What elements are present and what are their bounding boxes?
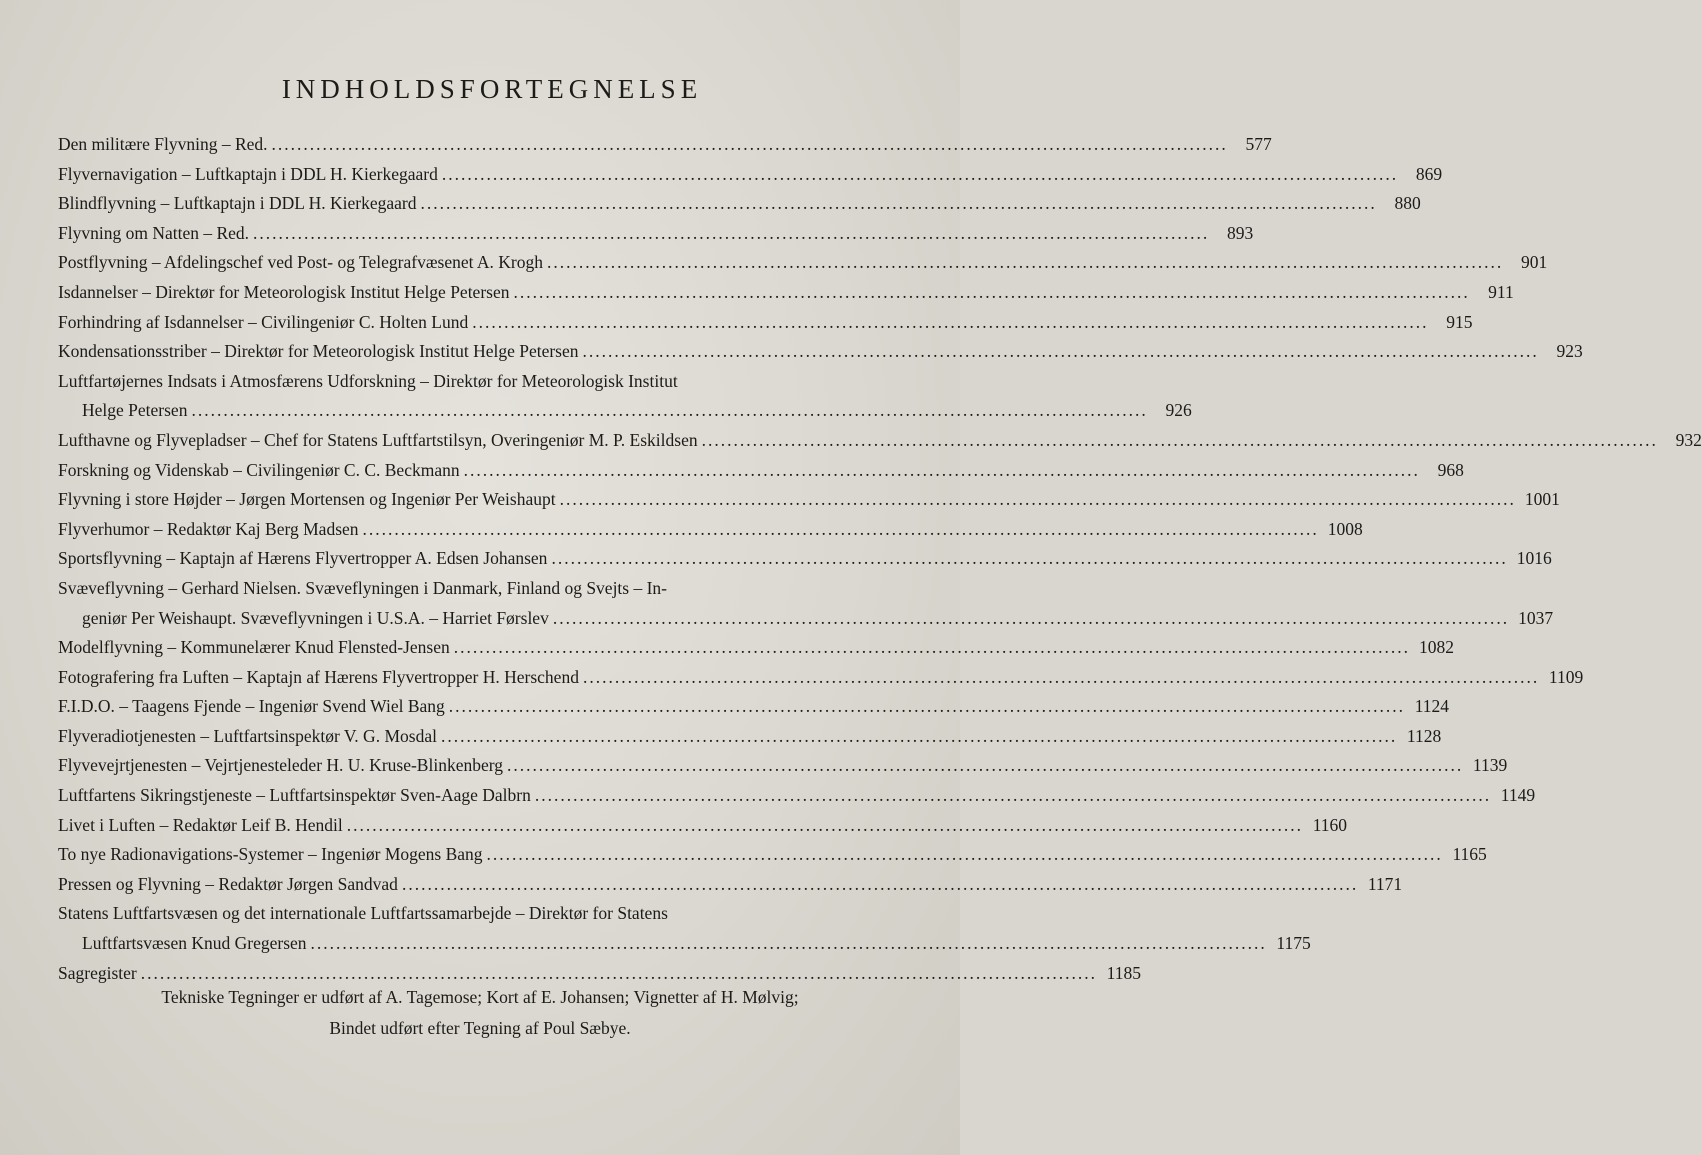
toc-entry-title-continued: geniør Per Weishaupt. Svæveflyvningen i U.S.A. – Harriet Førslev [82, 607, 549, 628]
dot-leader: ...................................................................................................................................................... [191, 400, 1148, 421]
dot-leader: ...................................................................................................................................................... [507, 755, 1464, 776]
credits-line-2: Bindet udført efter Tegning af Poul Sæbye. [329, 1018, 631, 1038]
toc-entry-title: Sagregister [58, 962, 137, 983]
toc-entry-title: Flyvevejrtjenesten – Vejrtjenesteleder H. U. Kruse-Blinkenberg [58, 755, 503, 776]
dot-leader: ...................................................................................................................................................... [440, 725, 1398, 746]
toc-entry [58, 189, 1421, 219]
toc-page-number: 1171 [1367, 873, 1403, 894]
toc-entry-title: Flyvning om Natten – Red. [58, 222, 250, 243]
toc-entry-title-continued: Luftfartsvæsen Knud Gregersen [82, 933, 307, 954]
toc-page-number: 1016 [1516, 548, 1552, 569]
toc-entry [58, 337, 1583, 367]
dot-leader: ...................................................................................................................................................... [546, 252, 1504, 273]
toc-entry-title: Luftfartens Sikringstjeneste – Luftfartsinspektør Sven-Aage Dalbrn [58, 785, 531, 806]
toc-page-number: 880 [1394, 193, 1421, 214]
toc-entry [58, 604, 1554, 634]
toc-entry [58, 692, 1450, 722]
toc-entry [58, 308, 1473, 338]
dot-leader: ...................................................................................................................................................... [463, 459, 1420, 480]
dot-leader: ...................................................................................................................................................... [271, 134, 1228, 154]
dot-leader: ...................................................................................................................................................... [453, 637, 1411, 658]
dot-leader: ...................................................................................................................................................... [346, 814, 1304, 835]
dot-leader: ...................................................................................................................................................... [582, 341, 1539, 362]
toc-page-number: 1185 [1106, 962, 1141, 983]
toc-entry-title: Pressen og Flyvning – Redaktør Jørgen Sandvad [58, 873, 398, 894]
dot-leader: ...................................................................................................................................................... [441, 163, 1399, 184]
toc-page-number: 911 [1488, 281, 1514, 302]
toc-page-number: 869 [1415, 163, 1443, 184]
toc-entry-title: Livet i Luften – Redaktør Leif B. Hendil [58, 814, 343, 835]
toc-entry-title: Modelflyvning – Kommunelærer Knud Flensted-Jensen [58, 637, 450, 658]
toc-page-number: 901 [1520, 252, 1548, 273]
dot-leader: ...................................................................................................................................................... [310, 933, 1267, 954]
toc-entry-line [58, 367, 920, 397]
toc-page-number: 1109 [1548, 666, 1584, 687]
toc-page-number: 1165 [1452, 844, 1487, 865]
toc-entry [58, 219, 1254, 249]
toc-entry [58, 781, 1536, 811]
table-of-contents [58, 130, 1702, 988]
toc-entry-title: Forskning og Videnskab – Civilingeniør C. C. Beckmann [58, 459, 460, 480]
toc-entry-title: Blindflyvning – Luftkaptajn i DDL H. Kierkegaard [58, 193, 417, 214]
toc-entry [58, 426, 1702, 456]
toc-page-number: 923 [1556, 341, 1583, 362]
toc-entry [58, 840, 1487, 870]
toc-entry [58, 929, 1311, 959]
dot-leader: ...................................................................................................................................................... [534, 785, 1492, 806]
toc-entry [58, 160, 1443, 190]
dot-leader: ...................................................................................................................................................... [559, 489, 1516, 510]
toc-entry [58, 870, 1403, 900]
dot-leader: ...................................................................................................................................................... [253, 222, 1210, 243]
toc-page-number: 893 [1227, 222, 1254, 243]
toc-entry-title: Flyvning i store Højder – Jørgen Mortensen og Ingeniør Per Weishaupt [58, 489, 556, 510]
toc-entry-title: Isdannelser – Direktør for Meteorologisk Institut Helge Petersen [58, 281, 510, 302]
dot-leader: ...................................................................................................................................................... [551, 548, 1508, 569]
toc-page-number: 1139 [1472, 755, 1508, 776]
toc-entry-title: Flyvernavigation – Luftkaptajn i DDL H. Kierkegaard [58, 163, 438, 184]
toc-entry-title: Den militære Flyvning – Red. [58, 134, 268, 154]
toc-entry [58, 278, 1514, 308]
toc-entry-line [58, 574, 920, 604]
toc-page-number: 932 [1675, 429, 1702, 450]
toc-entry [58, 396, 1192, 426]
toc-entry-title: F.I.D.O. – Taagens Fjende – Ingeniør Svend Wiel Bang [58, 696, 445, 717]
toc-entry-title: Forhindring af Isdannelser – Civilingeniør C. Holten Lund [58, 311, 469, 332]
toc-page-number: 968 [1437, 459, 1464, 480]
toc-page-number: 915 [1446, 311, 1473, 332]
toc-entry-title: Luftfartøjernes Indsats i Atmosfærens Udforskning – Direktør for Meteorologisk Institut [58, 370, 678, 391]
toc-entry [58, 811, 1348, 841]
toc-entry-title: Kondensationsstriber – Direktør for Meteorologisk Institut Helge Petersen [58, 341, 579, 362]
dot-leader: ...................................................................................................................................................... [401, 873, 1359, 894]
toc-entry [58, 663, 1584, 693]
toc-page-number: 1149 [1500, 785, 1536, 806]
toc-entry-title: To nye Radionavigations-Systemer – Ingeniør Mogens Bang [58, 844, 483, 865]
dot-leader: ...................................................................................................................................................... [701, 429, 1658, 450]
toc-entry-title: Lufthavne og Flyvepladser – Chef for Statens Luftfartstilsyn, Overingeniør M. P. Eskildsen [58, 429, 698, 450]
toc-entry-title: Statens Luftfartsvæsen og det internationale Luftfartssamarbejde – Direktør for Statens [58, 903, 668, 924]
dot-leader: ...................................................................................................................................................... [472, 311, 1429, 332]
toc-page-number: 1037 [1518, 607, 1554, 628]
dot-leader: ...................................................................................................................................................... [420, 193, 1377, 214]
toc-page-number: 1001 [1524, 489, 1560, 510]
toc-entry [58, 485, 1560, 515]
credits-line-1: Tekniske Tegninger er udført af A. Tagemose; Kort af E. Johansen; Vignetter af H. Mølvig; [161, 987, 799, 1007]
dot-leader: ...................................................................................................................................................... [362, 518, 1319, 539]
toc-entry [58, 544, 1552, 574]
toc-entry-line [58, 899, 920, 929]
toc-page-number: 1008 [1327, 518, 1363, 539]
page-title: INDHOLDSFORTEGNELSE [281, 74, 703, 104]
dot-leader: ...................................................................................................................................................... [552, 607, 1510, 628]
toc-page-number: 1175 [1276, 933, 1311, 954]
toc-entry-title: Flyverhumor – Redaktør Kaj Berg Madsen [58, 518, 359, 539]
toc-page-number: 1082 [1419, 637, 1455, 658]
toc-entry [58, 515, 1363, 545]
toc-entry-title-continued: Helge Petersen [82, 400, 188, 421]
toc-entry-title: Flyveradiotjenesten – Luftfartsinspektør V. G. Mosdal [58, 725, 437, 746]
dot-leader: ...................................................................................................................................................... [486, 844, 1443, 865]
dot-leader: ...................................................................................................................................................... [582, 666, 1540, 687]
toc-entry [58, 633, 1455, 663]
toc-entry [58, 130, 1272, 160]
toc-entry-title: Postflyvning – Afdelingschef ved Post- og Telegrafvæsenet A. Krogh [58, 252, 543, 273]
toc-page-number: 577 [1245, 134, 1272, 154]
toc-page-number: 1124 [1414, 696, 1450, 717]
dot-leader: ...................................................................................................................................................... [513, 281, 1470, 302]
toc-entry-title: Sportsflyvning – Kaptajn af Hærens Flyvertropper A. Edsen Johansen [58, 548, 548, 569]
toc-entry-title: Svæveflyvning – Gerhard Nielsen. Svæveflyningen i Danmark, Finland og Svejts – In- [58, 577, 668, 598]
dot-leader: ...................................................................................................................................................... [140, 962, 1097, 983]
toc-entry [58, 456, 1464, 486]
toc-entry-title: Fotografering fra Luften – Kaptajn af Hærens Flyvertropper H. Herschend [58, 666, 579, 687]
toc-entry [58, 248, 1548, 278]
toc-page-number: 1160 [1312, 814, 1348, 835]
toc-entry [58, 751, 1508, 781]
toc-page-number: 1128 [1406, 725, 1442, 746]
toc-entry [58, 722, 1442, 752]
credits [40, 982, 920, 1044]
toc-page-number: 926 [1165, 400, 1192, 421]
dot-leader: ...................................................................................................................................................... [448, 696, 1406, 717]
